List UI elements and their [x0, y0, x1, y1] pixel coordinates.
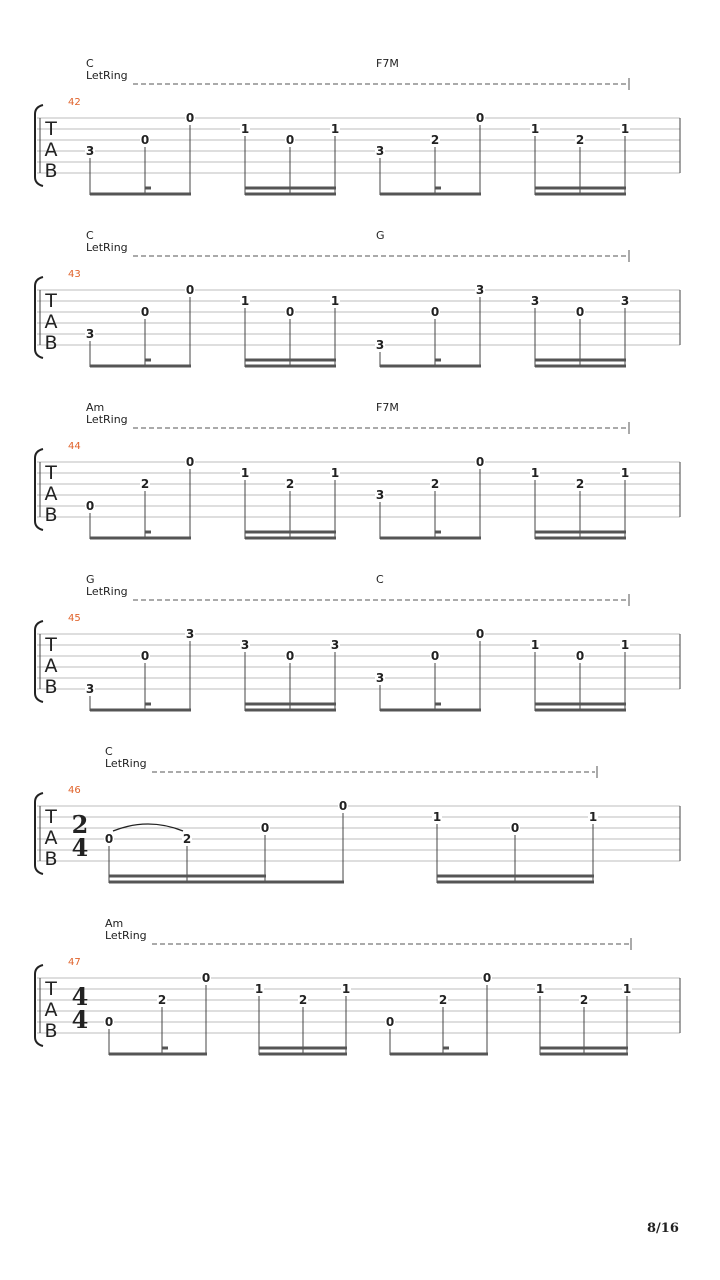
- note-beam: [90, 365, 191, 368]
- fret-number: 0: [482, 971, 492, 985]
- letring-label: LetRing: [86, 69, 128, 82]
- chord-name: C: [376, 573, 384, 586]
- fret-number: 0: [140, 649, 150, 663]
- fret-number: 1: [240, 294, 250, 308]
- fret-number: 2: [438, 993, 448, 1007]
- tab-clef-letter: B: [44, 676, 58, 698]
- note-beam: [245, 709, 336, 712]
- chord-name: C: [86, 229, 94, 242]
- fret-number: 0: [338, 799, 348, 813]
- note-beam: [380, 709, 481, 712]
- tab-system: [35, 229, 680, 368]
- tab-system: [35, 57, 680, 196]
- note-beam: [380, 365, 481, 368]
- tab-clef-letter: B: [44, 504, 58, 526]
- fret-number: 3: [375, 671, 385, 685]
- fret-number: 2: [157, 993, 167, 1007]
- bar-number: 42: [68, 97, 81, 108]
- fret-number: 3: [85, 144, 95, 158]
- note-beam: [535, 193, 626, 196]
- fret-number: 1: [330, 466, 340, 480]
- fret-number: 2: [298, 993, 308, 1007]
- tab-clef-letter: B: [44, 160, 58, 182]
- chord-name: G: [86, 573, 95, 586]
- note-beam: [245, 365, 336, 368]
- fret-number: 1: [588, 810, 598, 824]
- fret-number: 1: [620, 638, 630, 652]
- tab-system: [35, 401, 680, 540]
- fret-number: 0: [430, 649, 440, 663]
- fret-number: 0: [185, 283, 195, 297]
- fret-number: 1: [341, 982, 351, 996]
- note-beam-secondary: [535, 187, 626, 190]
- tab-clef-letter: B: [44, 332, 58, 354]
- fret-number: 0: [385, 1015, 395, 1029]
- partial-beam: [145, 187, 151, 190]
- note-beam: [259, 1053, 347, 1056]
- note-beam-secondary: [535, 703, 626, 706]
- note-beam-secondary: [245, 531, 336, 534]
- fret-number: 1: [240, 122, 250, 136]
- note-beam: [109, 881, 344, 884]
- fret-number: 2: [579, 993, 589, 1007]
- note-beam-secondary: [437, 875, 594, 878]
- fret-number: 0: [104, 832, 114, 846]
- fret-number: 0: [575, 649, 585, 663]
- note-beam: [90, 193, 191, 196]
- fret-number: 1: [330, 294, 340, 308]
- system-bracket: [35, 277, 43, 358]
- note-beam: [245, 193, 336, 196]
- tab-clef-letter: B: [44, 848, 58, 870]
- chord-name: C: [86, 57, 94, 70]
- tab-clef-letter: T: [45, 118, 57, 140]
- tab-system: [35, 745, 680, 884]
- fret-number: 3: [475, 283, 485, 297]
- fret-number: 1: [622, 982, 632, 996]
- chord-name: F7M: [376, 401, 399, 414]
- fret-number: 2: [140, 477, 150, 491]
- tab-clef-letter: T: [45, 634, 57, 656]
- fret-number: 0: [104, 1015, 114, 1029]
- tab-clef-letter: A: [44, 483, 58, 505]
- fret-number: 1: [620, 122, 630, 136]
- note-beam-secondary: [259, 1047, 347, 1050]
- time-signature-top: 2: [71, 810, 89, 839]
- partial-beam: [145, 703, 151, 706]
- partial-beam: [145, 359, 151, 362]
- system-bracket: [35, 449, 43, 530]
- partial-beam: [435, 187, 441, 190]
- chord-name: Am: [86, 401, 105, 414]
- time-signature-top: 4: [71, 982, 89, 1011]
- fret-number: 3: [240, 638, 250, 652]
- fret-number: 3: [85, 682, 95, 696]
- partial-beam: [443, 1047, 449, 1050]
- fret-number: 3: [530, 294, 540, 308]
- tab-clef-letter: A: [44, 139, 58, 161]
- fret-number: 0: [430, 305, 440, 319]
- fret-number: 2: [430, 477, 440, 491]
- note-beam: [540, 1053, 628, 1056]
- fret-number: 1: [530, 638, 540, 652]
- fret-number: 2: [182, 832, 192, 846]
- fret-number: 0: [285, 305, 295, 319]
- fret-number: 3: [375, 144, 385, 158]
- system-bracket: [35, 105, 43, 186]
- letring-label: LetRing: [105, 757, 147, 770]
- fret-number: 1: [432, 810, 442, 824]
- fret-number: 0: [185, 455, 195, 469]
- note-beam: [380, 537, 481, 540]
- fret-number: 0: [140, 133, 150, 147]
- fret-number: 3: [620, 294, 630, 308]
- fret-number: 2: [430, 133, 440, 147]
- letring-label: LetRing: [86, 585, 128, 598]
- time-signature-bottom: 4: [71, 833, 89, 862]
- system-bracket: [35, 621, 43, 702]
- partial-beam: [435, 703, 441, 706]
- partial-beam: [435, 531, 441, 534]
- note-beam-secondary: [540, 1047, 628, 1050]
- tab-clef-letter: A: [44, 827, 58, 849]
- fret-number: 3: [85, 327, 95, 341]
- fret-number: 1: [530, 122, 540, 136]
- tab-system: [35, 917, 680, 1056]
- chord-name: F7M: [376, 57, 399, 70]
- tab-clef-letter: T: [45, 978, 57, 1000]
- bar-number: 46: [68, 785, 81, 796]
- fret-number: 0: [510, 821, 520, 835]
- partial-beam: [435, 359, 441, 362]
- note-beam-secondary: [535, 531, 626, 534]
- fret-number: 0: [85, 499, 95, 513]
- fret-number: 0: [475, 455, 485, 469]
- bar-number: 47: [68, 957, 81, 968]
- note-beam: [109, 1053, 207, 1056]
- chord-name: Am: [105, 917, 124, 930]
- chord-name: C: [105, 745, 113, 758]
- fret-number: 3: [185, 627, 195, 641]
- fret-number: 0: [185, 111, 195, 125]
- note-beam: [245, 537, 336, 540]
- bar-number: 45: [68, 613, 81, 624]
- note-beam-secondary: [109, 875, 266, 878]
- fret-number: 1: [240, 466, 250, 480]
- fret-number: 0: [140, 305, 150, 319]
- note-beam: [390, 1053, 488, 1056]
- chord-name: G: [376, 229, 385, 242]
- letring-label: LetRing: [86, 413, 128, 426]
- fret-number: 2: [575, 477, 585, 491]
- fret-number: 1: [620, 466, 630, 480]
- tab-clef-letter: A: [44, 311, 58, 333]
- fret-number: 0: [260, 821, 270, 835]
- tab-clef-letter: A: [44, 655, 58, 677]
- note-beam-secondary: [245, 359, 336, 362]
- system-bracket: [35, 965, 43, 1046]
- note-beam: [535, 365, 626, 368]
- system-bracket: [35, 793, 43, 874]
- tab-clef-letter: A: [44, 999, 58, 1021]
- partial-beam: [145, 531, 151, 534]
- letring-label: LetRing: [105, 929, 147, 942]
- fret-number: 1: [535, 982, 545, 996]
- note-beam-secondary: [535, 359, 626, 362]
- note-beam-secondary: [245, 703, 336, 706]
- fret-number: 3: [330, 638, 340, 652]
- fret-number: 0: [285, 133, 295, 147]
- tab-system: [35, 573, 680, 712]
- tab-clef-letter: T: [45, 806, 57, 828]
- note-beam: [437, 881, 594, 884]
- note-beam: [535, 537, 626, 540]
- bar-number: 43: [68, 269, 81, 280]
- note-beam: [90, 709, 191, 712]
- fret-number: 0: [475, 627, 485, 641]
- fret-number: 1: [330, 122, 340, 136]
- fret-number: 1: [530, 466, 540, 480]
- tab-clef-letter: T: [45, 290, 57, 312]
- note-beam: [90, 537, 191, 540]
- tab-clef-letter: T: [45, 462, 57, 484]
- fret-number: 2: [575, 133, 585, 147]
- fret-number: 3: [375, 488, 385, 502]
- fret-number: 3: [375, 338, 385, 352]
- tab-clef-letter: B: [44, 1020, 58, 1042]
- time-signature-bottom: 4: [71, 1005, 89, 1034]
- letring-label: LetRing: [86, 241, 128, 254]
- partial-beam: [162, 1047, 168, 1050]
- page-number: 8/16: [647, 1221, 679, 1236]
- note-beam: [535, 709, 626, 712]
- bar-number: 44: [68, 441, 81, 452]
- fret-number: 0: [575, 305, 585, 319]
- note-beam: [380, 193, 481, 196]
- fret-number: 0: [475, 111, 485, 125]
- fret-number: 1: [254, 982, 264, 996]
- fret-number: 0: [201, 971, 211, 985]
- fret-number: 0: [285, 649, 295, 663]
- note-beam-secondary: [245, 187, 336, 190]
- fret-number: 2: [285, 477, 295, 491]
